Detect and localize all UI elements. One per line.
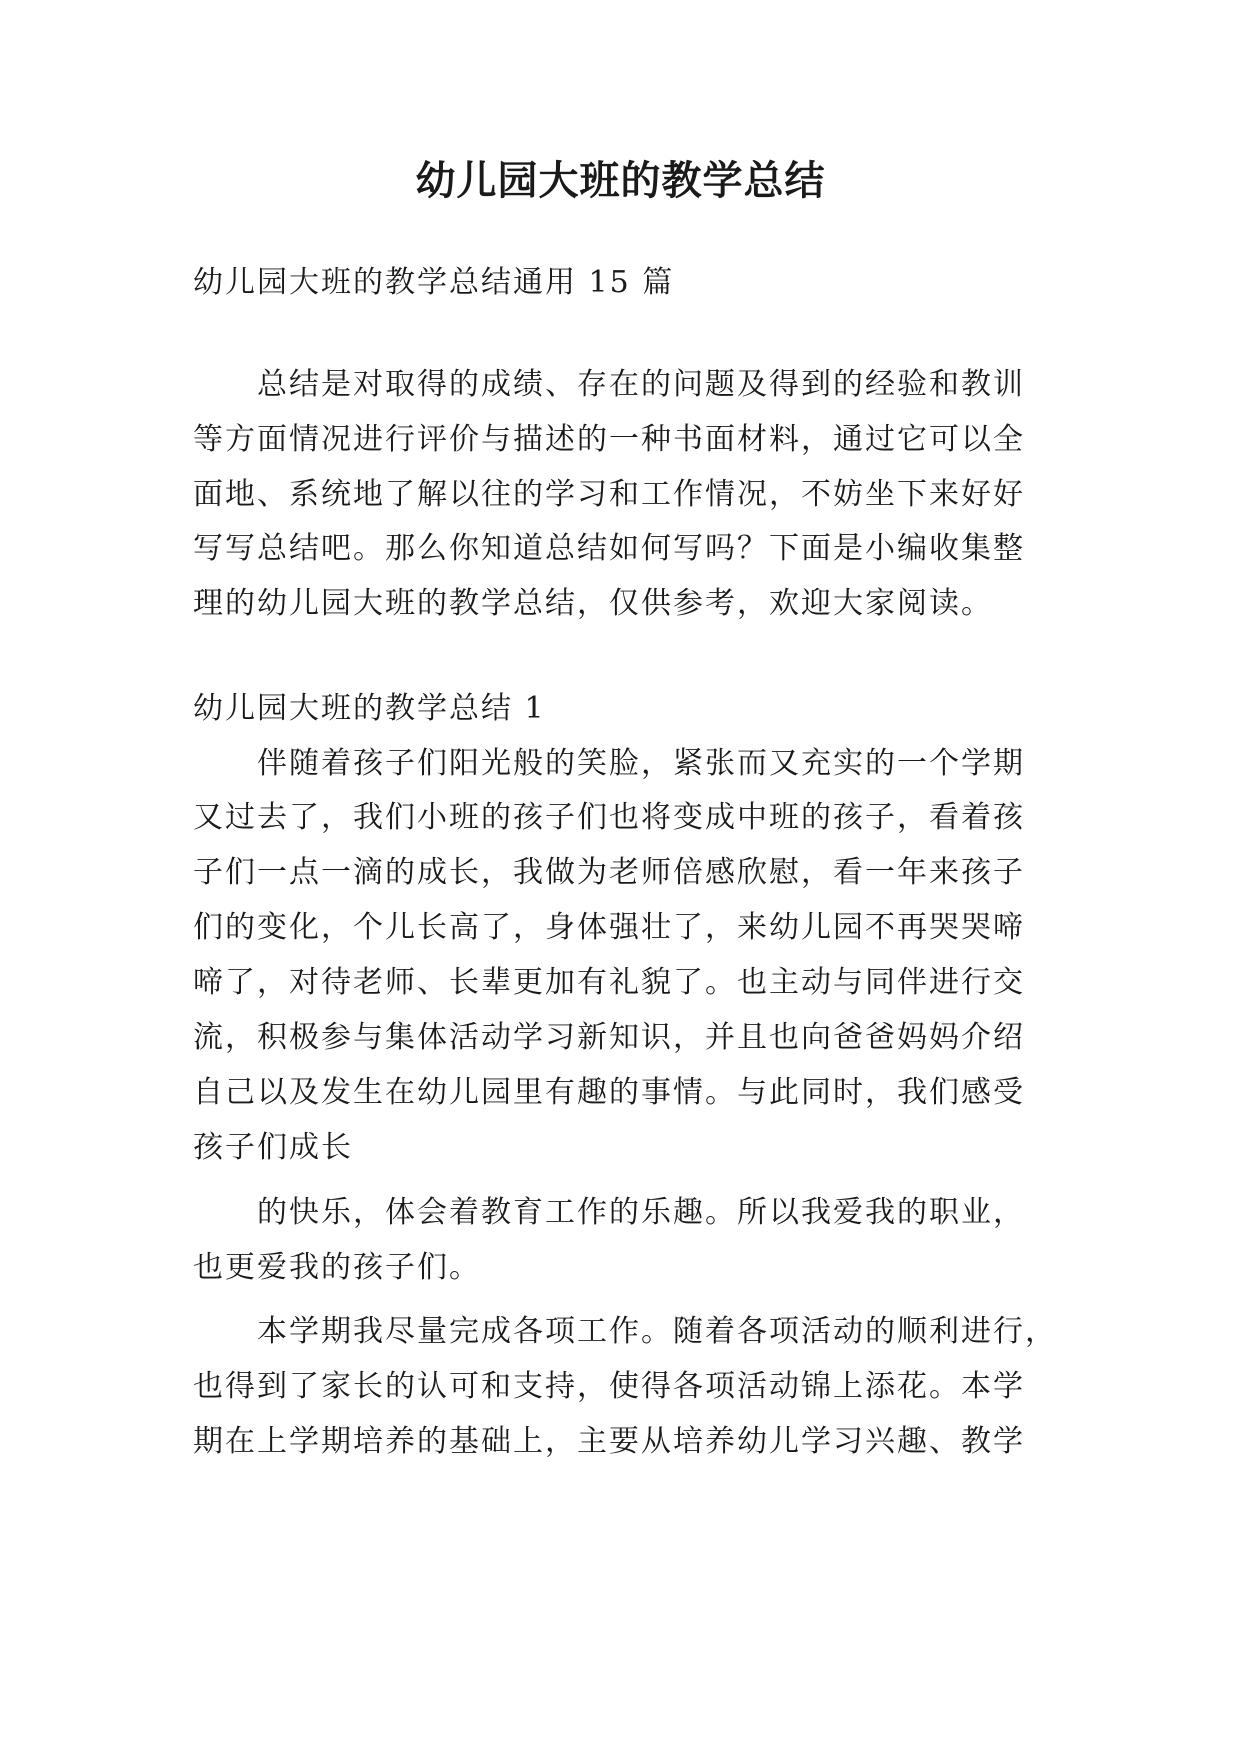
intro-line: 面地、系统地了解以往的学习和工作情况，不妨坐下来好好 [193, 477, 1025, 512]
section-line: 啼了，对待老师、长辈更加有礼貌了。也主动与同伴进行交 [193, 965, 1025, 1000]
section-line: 自己以及发生在幼儿园里有趣的事情。与此同时，我们感受 [193, 1075, 1025, 1110]
document-subtitle: 幼儿园大班的教学总结通用 15 篇 [193, 265, 675, 300]
intro-line: 总结是对取得的成绩、存在的问题及得到的经验和教训 [257, 367, 1025, 402]
section-line: 子们一点一滴的成长，我做为老师倍感欣慰，看一年来孩子 [193, 855, 1025, 890]
section-line: 期在上学期培养的基础上，主要从培养幼儿学习兴趣、教学 [193, 1424, 1025, 1459]
intro-line: 写写总结吧。那么你知道总结如何写吗？下面是小编收集整 [193, 531, 1025, 566]
intro-line: 等方面情况进行评价与描述的一种书面材料，通过它可以全 [193, 422, 1025, 457]
section-line: 也更爱我的孩子们。 [193, 1250, 481, 1285]
section-line: 本学期我尽量完成各项工作。随着各项活动的顺利进行， [257, 1314, 1057, 1349]
section-line: 流，积极参与集体活动学习新知识，并且也向爸爸妈妈介绍 [193, 1020, 1025, 1055]
document-title: 幼儿园大班的教学总结 [415, 158, 826, 204]
section-line: 孩子们成长 [193, 1130, 353, 1165]
section-line: 也得到了家长的认可和支持，使得各项活动锦上添花。本学 [193, 1369, 1025, 1404]
section-line: 又过去了，我们小班的孩子们也将变成中班的孩子，看着孩 [193, 800, 1025, 835]
section-heading: 幼儿园大班的教学总结 1 [193, 691, 546, 726]
section-line: 的快乐，体会着教育工作的乐趣。所以我爱我的职业， [257, 1195, 1025, 1230]
intro-line: 理的幼儿园大班的教学总结，仅供参考，欢迎大家阅读。 [193, 586, 993, 621]
section-line: 伴随着孩子们阳光般的笑脸，紧张而又充实的一个学期 [257, 746, 1025, 781]
section-line: 们的变化，个儿长高了，身体强壮了，来幼儿园不再哭哭啼 [193, 910, 1025, 945]
